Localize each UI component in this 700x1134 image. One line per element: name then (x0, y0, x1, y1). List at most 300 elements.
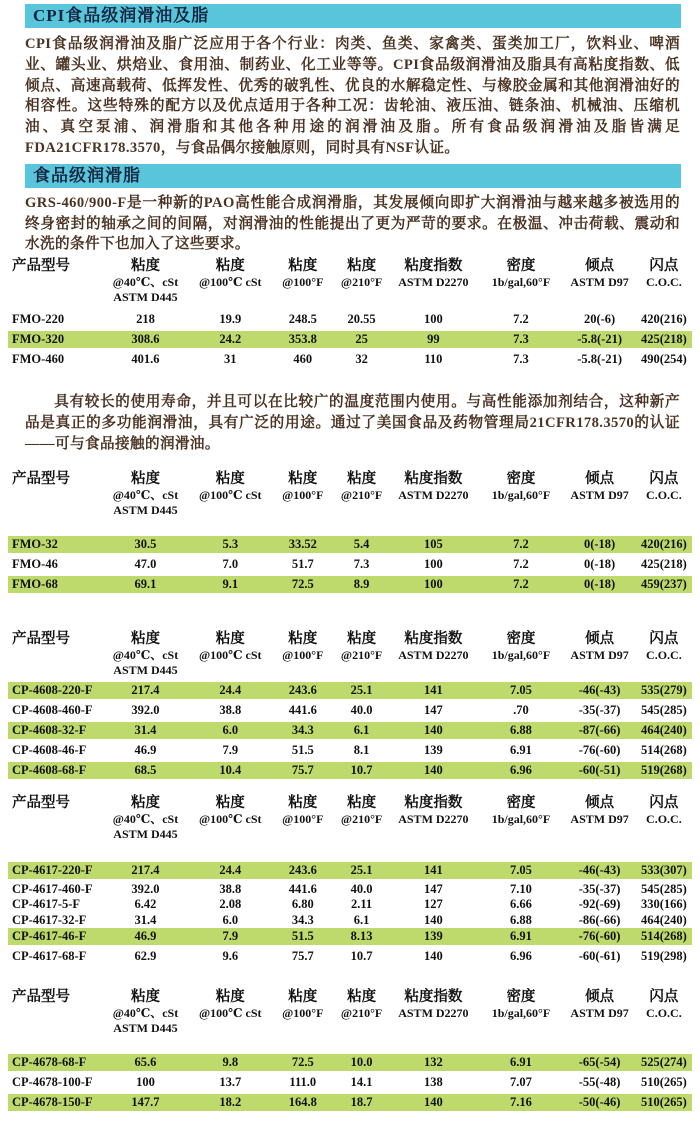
product-model: FMO-320 (12, 332, 65, 347)
column-header-unit: ASTM D97 (570, 275, 629, 290)
cp-4678-table (8, 989, 692, 1111)
table-cell: 75.7 (291, 762, 314, 777)
column-header-model: 产品型号 (12, 258, 70, 275)
column-header (479, 989, 564, 1021)
product-model: FMO-32 (12, 536, 58, 551)
product-model: CP-4678-68-F (12, 1055, 87, 1070)
table-cell: 25.1 (350, 682, 373, 697)
column-header (335, 258, 388, 290)
table-cell: 459(237) (640, 576, 687, 591)
product-model: CP-4617-220-F (12, 862, 93, 877)
column-header (479, 795, 564, 827)
table-row (8, 913, 692, 929)
table-cell: 10.4 (219, 762, 242, 777)
table-cell: 139 (424, 929, 443, 944)
table-cell: 24.2 (219, 332, 242, 347)
mid-paragraph: 具有较长的使用寿命，并且可以在比较广的温度范围内使用。与高性能添加剂结合，这种新产品是真正的多功能润滑油，具有广泛的用途。通过了美国食品及药物管理局21CFR178.3570的认证——可与食品接触的润滑油。 (25, 394, 680, 452)
column-header (271, 471, 335, 503)
column-header-unit: ASTM D97 (570, 1006, 629, 1021)
table-cell: 441.6 (288, 702, 317, 717)
column-header-method: ASTM D445 (113, 662, 178, 677)
table-cell: 248.5 (288, 312, 317, 327)
section-title-grease: 食品级润滑脂 (33, 165, 141, 185)
product-model: CP-4608-68-F (12, 762, 87, 777)
column-header-method: ASTM D445 (113, 502, 178, 517)
table-cell: 30.5 (134, 536, 157, 551)
table-cell: 217.4 (131, 682, 160, 697)
table-cell: 6.66 (510, 897, 532, 912)
column-header-unit: @100℃ cSt (199, 1006, 262, 1021)
column-header (388, 258, 478, 290)
column-header-title: 倾点 (585, 470, 615, 487)
table-cell: 8.9 (353, 576, 370, 591)
product-model: CP-4678-100-F (12, 1075, 93, 1090)
table-row (8, 762, 692, 779)
table-cell: .70 (513, 702, 529, 717)
column-header-title: 粘度 (215, 794, 245, 811)
table-cell: 2.11 (350, 897, 373, 912)
table-cell: 7.3 (513, 352, 529, 367)
column-header-title: 粘度 (347, 989, 377, 1006)
table-cell: 545(285) (640, 702, 687, 717)
column-header-unit: C.O.C. (646, 1006, 682, 1021)
table-row (8, 742, 692, 759)
table-cell: 6.88 (510, 912, 532, 927)
column-header-unit: @100°F (282, 811, 324, 826)
table-cell: 140 (424, 912, 443, 927)
table-cell: -65(-54) (578, 1055, 621, 1070)
table-cell: 20.55 (347, 312, 376, 327)
table-cell: 18.2 (219, 1095, 242, 1110)
column-header-model: 产品型号 (12, 989, 70, 1006)
table-cell: 47.0 (134, 556, 157, 571)
table-cell: 7.3 (513, 332, 529, 347)
product-model: CP-4608-46-F (12, 742, 87, 757)
column-header-unit: ASTM D97 (570, 487, 629, 502)
column-header-unit: C.O.C. (646, 275, 682, 290)
table-cell: 519(298) (640, 949, 687, 964)
table-header-row (8, 471, 692, 518)
table-cell: 510(265) (640, 1095, 687, 1110)
table-cell: 147 (424, 702, 443, 717)
column-header-unit: @210°F (340, 275, 383, 290)
table-cell: 308.6 (131, 332, 160, 347)
column-header (335, 471, 388, 503)
table-cell: 6.96 (510, 762, 532, 777)
column-header-title: 粘度 (215, 989, 245, 1006)
table-cell: 140 (424, 949, 443, 964)
table-cell: 519(268) (640, 762, 687, 777)
table-cell: 7.16 (510, 1095, 532, 1110)
table-cell: 25.1 (350, 862, 373, 877)
table-cell: 7.3 (353, 556, 370, 571)
table-cell: 68.5 (134, 762, 157, 777)
table-cell: 110 (424, 352, 443, 367)
table-cell: 7.2 (513, 312, 529, 327)
table-cell: 7.2 (513, 576, 529, 591)
table-cell: 514(268) (640, 742, 687, 757)
table-cell: 34.3 (291, 722, 314, 737)
column-header-unit: ASTM D97 (570, 811, 629, 826)
column-header-unit: @40℃、cSt (112, 811, 179, 826)
table-cell: 75.7 (291, 949, 314, 964)
column-header (271, 795, 335, 827)
table-cell: 147.7 (131, 1095, 160, 1110)
product-model: FMO-46 (12, 556, 58, 571)
column-header-title: 粘度 (288, 794, 318, 811)
table-row (8, 556, 692, 573)
table-row (8, 702, 692, 719)
column-header-method: ASTM D445 (113, 826, 178, 841)
table-cell: 20(-6) (583, 312, 616, 327)
table-cell: 38.8 (219, 702, 242, 717)
table-cell: 111.0 (289, 1075, 317, 1090)
column-header (636, 471, 692, 503)
table-cell: 6.91 (510, 1055, 532, 1070)
product-model: CP-4678-150-F (12, 1095, 93, 1110)
table-cell: 38.8 (219, 881, 242, 896)
column-header-title: 粘度 (288, 630, 318, 647)
column-header-title: 粘度 (215, 470, 245, 487)
column-header (101, 795, 190, 842)
table-cell: 147 (424, 881, 443, 896)
table-cell: 33.52 (288, 536, 317, 551)
column-header (563, 258, 636, 290)
column-header-unit: @100°F (282, 487, 324, 502)
table-cell: -76(-60) (578, 929, 621, 944)
table-cell: 6.80 (291, 897, 314, 912)
fmo-table-1 (8, 258, 692, 368)
table-cell: 464(240) (640, 912, 687, 927)
table-cell: 72.5 (291, 576, 314, 591)
table-cell: 140 (424, 722, 443, 737)
table-cell: 105 (424, 536, 443, 551)
table-cell: 510(265) (640, 1075, 687, 1090)
column-header-title: 粘度 (130, 630, 160, 647)
table-cell: 127 (424, 897, 443, 912)
column-header-method: ASTM D445 (113, 290, 178, 305)
table-cell: 140 (424, 762, 443, 777)
column-header-unit: @100℃ cSt (199, 647, 262, 662)
column-header-title: 倾点 (585, 989, 615, 1006)
table-row (8, 536, 692, 553)
cp-4608-table (8, 631, 692, 779)
table-row (8, 928, 692, 945)
table-cell: 31.4 (134, 722, 157, 737)
column-header-title: 粘度 (347, 794, 377, 811)
table-row (8, 576, 692, 593)
column-header (636, 631, 692, 663)
table-cell: 24.4 (219, 682, 242, 697)
column-header-title: 密度 (506, 794, 536, 811)
column-header-title: 粘度 (130, 989, 160, 1006)
column-header (563, 795, 636, 827)
table-cell: 441.6 (288, 881, 317, 896)
table-row (8, 682, 692, 699)
column-header (388, 795, 478, 827)
column-header-unit: @210°F (340, 1006, 383, 1021)
table-cell: 425(218) (640, 332, 687, 347)
table-cell: -35(-37) (578, 702, 621, 717)
table-row (8, 862, 692, 879)
table-cell: 353.8 (288, 332, 317, 347)
table-cell: 18.7 (350, 1095, 373, 1110)
column-header (563, 989, 636, 1021)
section-header-grease (25, 164, 681, 188)
table-header-row (8, 631, 692, 678)
intro-paragraph: CPI食品级润滑油及脂广泛应用于各个行业：肉类、鱼类、家禽类、蛋类加工厂，饮料业、啤酒业、罐头业、烘焙业、食用油、制药业、化工业等等。CPI食品级润滑油及脂具有高粘度指数、低倾点、高速高载荷、低挥发性、优秀的破乳性、优良的水解稳定性、与橡胶金属和其他润滑油好的相容性。这些特殊的配方以及优点适用于各种工况：齿轮油、液压油、链条油、机械油、压缩机油、真空泵浦、润滑脂和其他各种用途的润滑油及脂。所有食品级润滑油及脂皆满足FDA21CFR178.3570，与食品偶尔接触原则，同时具有NSF认证。 (25, 36, 680, 156)
table-row (8, 948, 692, 965)
table-cell: 139 (424, 742, 443, 757)
table-row (8, 1054, 692, 1071)
table-cell: 19.9 (219, 312, 242, 327)
column-header-unit: @100℃ cSt (199, 487, 262, 502)
column-header-unit: @100℃ cSt (199, 275, 262, 290)
table-cell: 10.7 (350, 762, 373, 777)
column-header-unit: @40℃、cSt (112, 275, 179, 290)
column-header-unit: 1b/gal,60°F (491, 275, 551, 290)
table-cell: 401.6 (131, 352, 160, 367)
table-row (8, 351, 692, 368)
table-cell: 2.08 (219, 897, 242, 912)
column-header-title: 密度 (506, 470, 536, 487)
column-header-title: 倾点 (585, 258, 615, 275)
column-header (636, 795, 692, 827)
column-header-title: 粘度 (130, 258, 160, 275)
table-cell: 31.4 (134, 912, 157, 927)
table-cell: 25 (355, 332, 368, 347)
table-cell: 217.4 (131, 862, 160, 877)
column-header (479, 631, 564, 663)
table-cell: 535(279) (640, 682, 687, 697)
table-cell: -87(-66) (578, 722, 621, 737)
table-cell: 164.8 (288, 1095, 317, 1110)
product-model: FMO-460 (12, 352, 65, 367)
column-header-title: 粘度 (215, 258, 245, 275)
column-header (190, 795, 271, 827)
table-header-row (8, 258, 692, 305)
table-cell: 392.0 (131, 881, 160, 896)
table-cell: 141 (424, 862, 443, 877)
table-cell: 10.7 (350, 949, 373, 964)
section-header-oils (25, 4, 681, 28)
table-cell: -86(-66) (578, 912, 621, 927)
column-header-title: 粘度 (347, 258, 377, 275)
column-header (335, 989, 388, 1021)
table-row (8, 311, 692, 328)
column-header-title: 粘度指数 (404, 794, 463, 811)
column-header-title: 粘度 (130, 470, 160, 487)
column-header (190, 631, 271, 663)
grease-intro-paragraph: GRS-460/900-F是一种新的PAO高性能合成润滑脂，其发展倾向即扩大润滑油与越来越多被选用的终身密封的轴承之间的间隔，对润滑油的性能提出了更为严苛的要求。在极温、冲击荷载、震动和水洗的条件下也加入了这些要求。 (25, 194, 680, 253)
table-cell: 40.0 (350, 702, 373, 717)
column-header (190, 471, 271, 503)
column-header (636, 989, 692, 1021)
column-header-unit: ASTM D2270 (398, 275, 469, 290)
column-header-method: ASTM D445 (113, 1021, 178, 1036)
table-cell: 100 (424, 576, 443, 591)
table-cell: 100 (424, 312, 443, 327)
table-cell: 6.0 (222, 912, 239, 927)
column-header (479, 258, 564, 290)
column-header-unit: ASTM D2270 (398, 1006, 469, 1021)
table-cell: 100 (136, 1075, 155, 1090)
cp-4617-table (8, 795, 692, 966)
table-cell: -5.8(-21) (577, 352, 622, 367)
table-cell: 99 (427, 332, 440, 347)
column-header-unit: 1b/gal,60°F (491, 487, 551, 502)
column-header-title: 粘度 (288, 470, 318, 487)
column-header (388, 631, 478, 663)
table-cell: -60(-51) (578, 762, 621, 777)
table-cell: 40.0 (350, 881, 373, 896)
table-cell: 0(-18) (583, 556, 616, 571)
table-row (8, 722, 692, 739)
table-cell: 7.9 (222, 929, 239, 944)
column-header (271, 989, 335, 1021)
column-header-title: 密度 (506, 258, 536, 275)
table-cell: 420(216) (640, 536, 687, 551)
column-header-title: 密度 (506, 630, 536, 647)
column-header (190, 258, 271, 290)
table-header-row (8, 795, 692, 842)
product-model: CP-4608-460-F (12, 702, 93, 717)
column-header-model: 产品型号 (12, 794, 70, 811)
table-cell: -50(-46) (578, 1095, 621, 1110)
table-cell: 46.9 (134, 742, 157, 757)
table-cell: 72.5 (291, 1055, 314, 1070)
table-cell: 62.9 (134, 949, 157, 964)
column-header-unit: @40℃、cSt (112, 647, 179, 662)
column-header-title: 倾点 (585, 630, 615, 647)
table-cell: 65.6 (134, 1055, 157, 1070)
column-header-title: 粘度 (347, 470, 377, 487)
table-cell: 7.10 (510, 881, 532, 896)
column-header (388, 989, 478, 1021)
table-cell: 69.1 (134, 576, 157, 591)
column-header-unit: @100℃ cSt (199, 811, 262, 826)
table-cell: 8.13 (350, 929, 373, 944)
table-cell: 460 (293, 352, 313, 367)
table-cell: -35(-37) (578, 881, 621, 896)
table-cell: 330(166) (640, 897, 687, 912)
table-cell: -92(-69) (578, 897, 621, 912)
column-header-model: 产品型号 (12, 470, 70, 487)
table-cell: 420(216) (640, 312, 687, 327)
column-header-unit: @100°F (282, 1006, 324, 1021)
table-cell: 51.5 (291, 929, 314, 944)
table-cell: -46(-43) (578, 862, 621, 877)
table-cell: -60(-61) (578, 949, 621, 964)
table-cell: 0(-18) (583, 576, 616, 591)
table-cell: 7.07 (510, 1075, 532, 1090)
table-cell: 14.1 (350, 1075, 373, 1090)
column-header (479, 471, 564, 503)
table-cell: 464(240) (640, 722, 687, 737)
fmo-table-2 (8, 471, 692, 593)
table-cell: 7.05 (510, 682, 532, 697)
column-header-unit: C.O.C. (646, 811, 682, 826)
column-header-unit: ASTM D2270 (398, 647, 469, 662)
table-cell: 34.3 (291, 912, 314, 927)
table-header-row (8, 989, 692, 1036)
table-cell: 9.1 (222, 576, 239, 591)
column-header-unit: 1b/gal,60°F (491, 811, 551, 826)
table-cell: 7.0 (222, 556, 239, 571)
table-row (8, 897, 692, 913)
table-row (8, 1094, 692, 1111)
column-header (101, 471, 190, 518)
column-header-title: 粘度指数 (404, 470, 463, 487)
table-cell: 525(274) (640, 1055, 687, 1070)
column-header-unit: 1b/gal,60°F (491, 647, 551, 662)
table-cell: 545(285) (640, 881, 687, 896)
column-header-title: 粘度 (288, 989, 318, 1006)
table-cell: 7.2 (513, 556, 529, 571)
column-header-title: 粘度 (130, 794, 160, 811)
table-cell: 10.0 (350, 1055, 373, 1070)
table-row (8, 1074, 692, 1091)
column-header-title: 密度 (506, 989, 536, 1006)
table-cell: 425(218) (640, 556, 687, 571)
table-cell: 6.1 (353, 912, 370, 927)
column-header-unit: @40℃、cSt (112, 1006, 179, 1021)
product-model: CP-4608-220-F (12, 682, 93, 697)
product-model: FMO-68 (12, 576, 58, 591)
table-cell: 51.7 (291, 556, 314, 571)
table-cell: 32 (355, 352, 368, 367)
column-header (563, 471, 636, 503)
product-model: CP-4608-32-F (12, 722, 87, 737)
column-header-unit: C.O.C. (646, 647, 682, 662)
column-header-unit: C.O.C. (646, 487, 682, 502)
table-cell: 140 (424, 1095, 443, 1110)
column-header-unit: ASTM D2270 (398, 487, 469, 502)
column-header-title: 粘度 (288, 258, 318, 275)
table-cell: 243.6 (288, 682, 317, 697)
table-cell: 51.5 (291, 742, 314, 757)
table-cell: -55(-48) (578, 1075, 621, 1090)
product-model: FMO-220 (12, 312, 65, 327)
column-header (190, 989, 271, 1021)
table-cell: -5.8(-21) (577, 332, 622, 347)
column-header-title: 倾点 (585, 794, 615, 811)
table-cell: 9.6 (222, 949, 239, 964)
column-header (271, 631, 335, 663)
table-cell: 392.0 (131, 702, 160, 717)
column-header-title: 粘度指数 (404, 630, 463, 647)
column-header-title: 粘度指数 (404, 989, 463, 1006)
column-header (101, 631, 190, 678)
column-header-unit: @210°F (340, 811, 383, 826)
table-cell: 100 (424, 556, 443, 571)
column-header (335, 631, 388, 663)
column-header-title: 闪点 (649, 630, 679, 647)
column-header-unit: @210°F (340, 647, 383, 662)
column-header-title: 粘度 (215, 630, 245, 647)
column-header (388, 471, 478, 503)
column-header-title: 粘度 (347, 630, 377, 647)
table-cell: 6.91 (510, 929, 532, 944)
table-cell: 6.96 (510, 949, 532, 964)
table-cell: 141 (424, 682, 443, 697)
table-cell: 7.9 (222, 742, 239, 757)
column-header-model: 产品型号 (12, 630, 70, 647)
column-header-unit: ASTM D97 (570, 647, 629, 662)
table-cell: 6.88 (510, 722, 532, 737)
table-cell: 13.7 (219, 1075, 242, 1090)
table-cell: 6.42 (134, 897, 157, 912)
